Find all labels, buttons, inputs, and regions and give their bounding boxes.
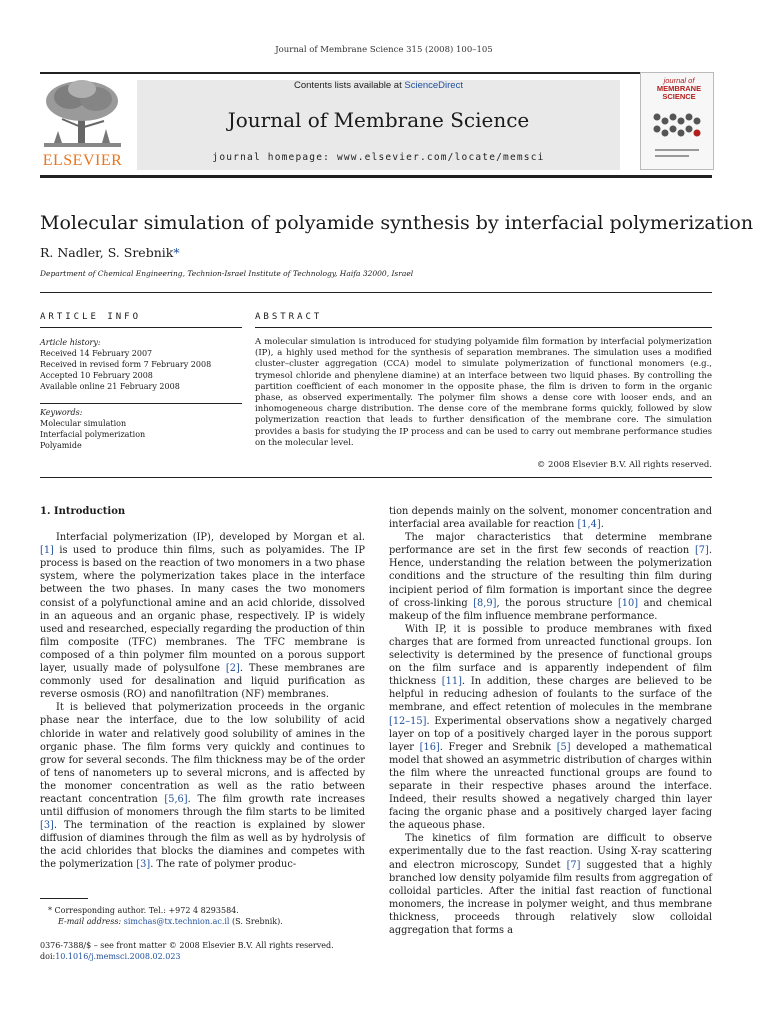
reference-link[interactable]: [11] (441, 676, 462, 688)
tree-icon (40, 77, 125, 152)
section-heading-introduction: 1. Introduction (40, 506, 126, 517)
paragraph: The kinetics of film formation are difficult to observe experimentally due to the fast reaction. Using X-ray scattering and electron microscopy, Sundet [7] suggested that a highly branched low density polyamide film results from aggregation of colloidal particles. After the initial fast reaction of functional monomers, the increase in polymer weight, and thus membrane thickness, proceeds through relatively slow colloidal aggregation that forms a (389, 833, 712, 936)
reference-link[interactable]: [7] (566, 859, 581, 871)
section-rule (40, 292, 712, 293)
reference-link[interactable]: [12–15] (389, 715, 427, 727)
history-online: Available online 21 February 2008 (40, 382, 180, 391)
email-link[interactable]: simchas@tx.technion.ac.il (123, 916, 230, 926)
history-revised: Received in revised form 7 February 2008 (40, 360, 212, 369)
contents-prefix: Contents lists available at (294, 80, 405, 91)
article-authors (40, 245, 180, 260)
reference-link[interactable]: [10] (617, 597, 639, 609)
journal-banner (137, 80, 620, 170)
reference-link[interactable]: [5] (556, 741, 571, 753)
cover-title: journal of MEMBRANE SCIENCE (656, 76, 702, 101)
abstract-end-rule (40, 477, 712, 478)
reference-link[interactable]: [1,4] (577, 519, 601, 531)
paragraph: The major characteristics that determine membrane performance are set in the first few seconds of reaction [7]. Hence, understanding the relation between the polymerization conditions and the structure of the resulting thin film during incipient period of film formation is important since the degree of cross-linking [8,9], the porous structure [10] and chemical makeup of the film influence membrane performance. (389, 532, 712, 622)
reference-link[interactable]: [1] (40, 545, 54, 557)
reference-link[interactable]: [5,6] (164, 793, 188, 805)
sciencedirect-link[interactable]: ScienceDirect (404, 80, 463, 91)
doi-line: doi:10.1016/j.memsci.2008.02.023 (40, 952, 181, 961)
keyword-item: Interfacial polymerization (40, 430, 146, 439)
issn-line: 0376-7388/$ – see front matter © 2008 Elsevier B.V. All rights reserved. (40, 941, 334, 950)
reference-link[interactable]: [2] (225, 663, 240, 675)
right-column (389, 505, 712, 937)
history-received: Received 14 February 2007 (40, 349, 153, 358)
history-accepted: Accepted 10 February 2008 (40, 371, 153, 380)
molecule-icon (651, 111, 703, 139)
paragraph: With IP, it is possible to produce membranes with fixed charges that are formed from unreacted functional groups. Ion selectivity is determined by the presence of functional groups on the film surface and is apparently independent of film thickness [11]. In addition, these charges are believed to be helpful in reducing adhesion of foulants to the surface of the membrane, and effect retention of molecules in the membrane [12–15]. Experimental observations show a negatively charged layer on top of a positively charged layer in the porous support layer [16]. Freger and Srebnik [5] developed a mathematical model that showed an asymmetric distribution of charges within the film where the unreacted functional groups are found to separate in their respective phases around the interface. Indeed, their results showed a negatively charged thin layer facing the organic phase and a positively charged layer facing the aqueous phase. (389, 623, 712, 832)
left-column (40, 505, 365, 872)
journal-citation: Journal of Membrane Science 315 (2008) 100–105 (275, 45, 493, 55)
publisher-name: ELSEVIER (42, 152, 123, 169)
author-affiliation: Department of Chemical Engineering, Technion-Israel Institute of Technology, Haifa 32000, Israel (40, 269, 414, 278)
front-matter-info (40, 940, 334, 962)
history-label: Article history: (40, 338, 101, 347)
reference-link[interactable]: [8,9] (473, 597, 497, 609)
reference-link[interactable]: [7] (694, 545, 709, 557)
footnote-rule (40, 898, 88, 899)
journal-title: Journal of Membrane Science (227, 108, 530, 132)
footnote (40, 906, 283, 927)
author-names: R. Nadler, S. Srebnik (40, 245, 174, 260)
reference-link[interactable]: [3] (136, 859, 151, 871)
abstract-heading: ABSTRACT (255, 312, 323, 322)
reference-link[interactable]: [16] (419, 741, 440, 753)
keywords (40, 407, 145, 451)
article-title: Molecular simulation of polyamide synthesis by interfacial polymerization (40, 212, 754, 234)
article-info-heading: ARTICLE INFO (40, 312, 142, 322)
abstract-copyright: © 2008 Elsevier B.V. All rights reserved. (536, 460, 712, 470)
header-rule-top (40, 72, 712, 74)
keyword-item: Molecular simulation (40, 419, 127, 428)
paragraph: It is believed that polymerization proceeds in the organic phase near the interface, due to the low solubility of acid chloride in water and relatively good solubility of amines in the organic phase. The film forms very quickly and continues to grow for several seconds. The film thickness may be of the order of tens of nanometers up to several microns, and is affected by the monomer concentration as well as the ratio between reactant concentration [5,6]. The film growth rate increases until diffusion of monomers through the film starts to be limited [3]. The termination of the reaction is explained by slower diffusion of diamines through the film as well as by hydrolysis of the acid chlorides that blocks the diamines and competes with the polymerization [3]. The rate of polymer produc- (40, 702, 365, 871)
reference-link[interactable]: [3] (40, 820, 54, 832)
contents-line (137, 80, 620, 91)
corresponding-author-note: * Corresponding author. Tel.: +972 4 8293584. (48, 906, 239, 915)
article-info-rule (40, 327, 242, 328)
keywords-rule (40, 403, 242, 404)
paragraph: Interfacial polymerization (IP), developed by Morgan et al. [1] is used to produce thin films, such as polyamides. The IP process is based on the reaction of two monomers in a two phase system, where the polymerization takes place in the interface between the two phases. In many cases the two monomers consist of a polyfunctional amine and an acid chloride, dissolved in an aqueous and an organic phase, respectively. IP is widely used and researched, especially regarding the production of thin film composite (TFC) membranes. The TFC membrane is composed of a thin polymer film mounted on a porous support layer, usually made of polysulfone [2]. These membranes are commonly used for desalination and liquid purification as reverse osmosis (RO) and nanofiltration (NF) membranes. (40, 532, 365, 701)
corresponding-author-link[interactable]: * (173, 245, 180, 260)
elsevier-logo[interactable] (40, 77, 125, 170)
journal-homepage[interactable]: journal homepage: www.elsevier.com/locate/memsci (212, 152, 545, 163)
paragraph: tion depends mainly on the solvent, monomer concentration and interfacial area available for reaction [1,4]. (389, 506, 712, 531)
header-rule-bottom (40, 175, 712, 178)
doi-link[interactable]: 10.1016/j.memsci.2008.02.023 (55, 952, 181, 961)
article-history (40, 337, 211, 392)
journal-cover-thumbnail[interactable] (640, 72, 714, 170)
abstract-rule (255, 327, 712, 328)
abstract-text: A molecular simulation is introduced for studying polyamide film formation by interfacial polymerization (IP), a highly used method for the synthesis of separation membranes. The simulation uses a modified cluster–cluster aggregation (CCA) model to simulate polymerization of functional monomers (e.g., trymesol chloride and phenylene diamine) at an interface between two liquid phases. By controlling the partition coefficient of each monomer in the opposite phase, the film is driven to form in the organic phase, as observed experimentally. The polymer film shows a dense core with looser ends, and an inhomogeneous charge distribution. The dense core of the membrane forms quickly, followed by slow polymerization reaction that leads to further densification of the membrane core. The simulation provides a basis for studying the IP process and can be used to carry out membrane performance studies on the molecular level. (255, 337, 712, 448)
keyword-item: Polyamide (40, 441, 82, 450)
keywords-label: Keywords: (40, 408, 83, 417)
email-line: E-mail address: simchas@tx.technion.ac.il (S. Srebnik). (58, 916, 283, 926)
